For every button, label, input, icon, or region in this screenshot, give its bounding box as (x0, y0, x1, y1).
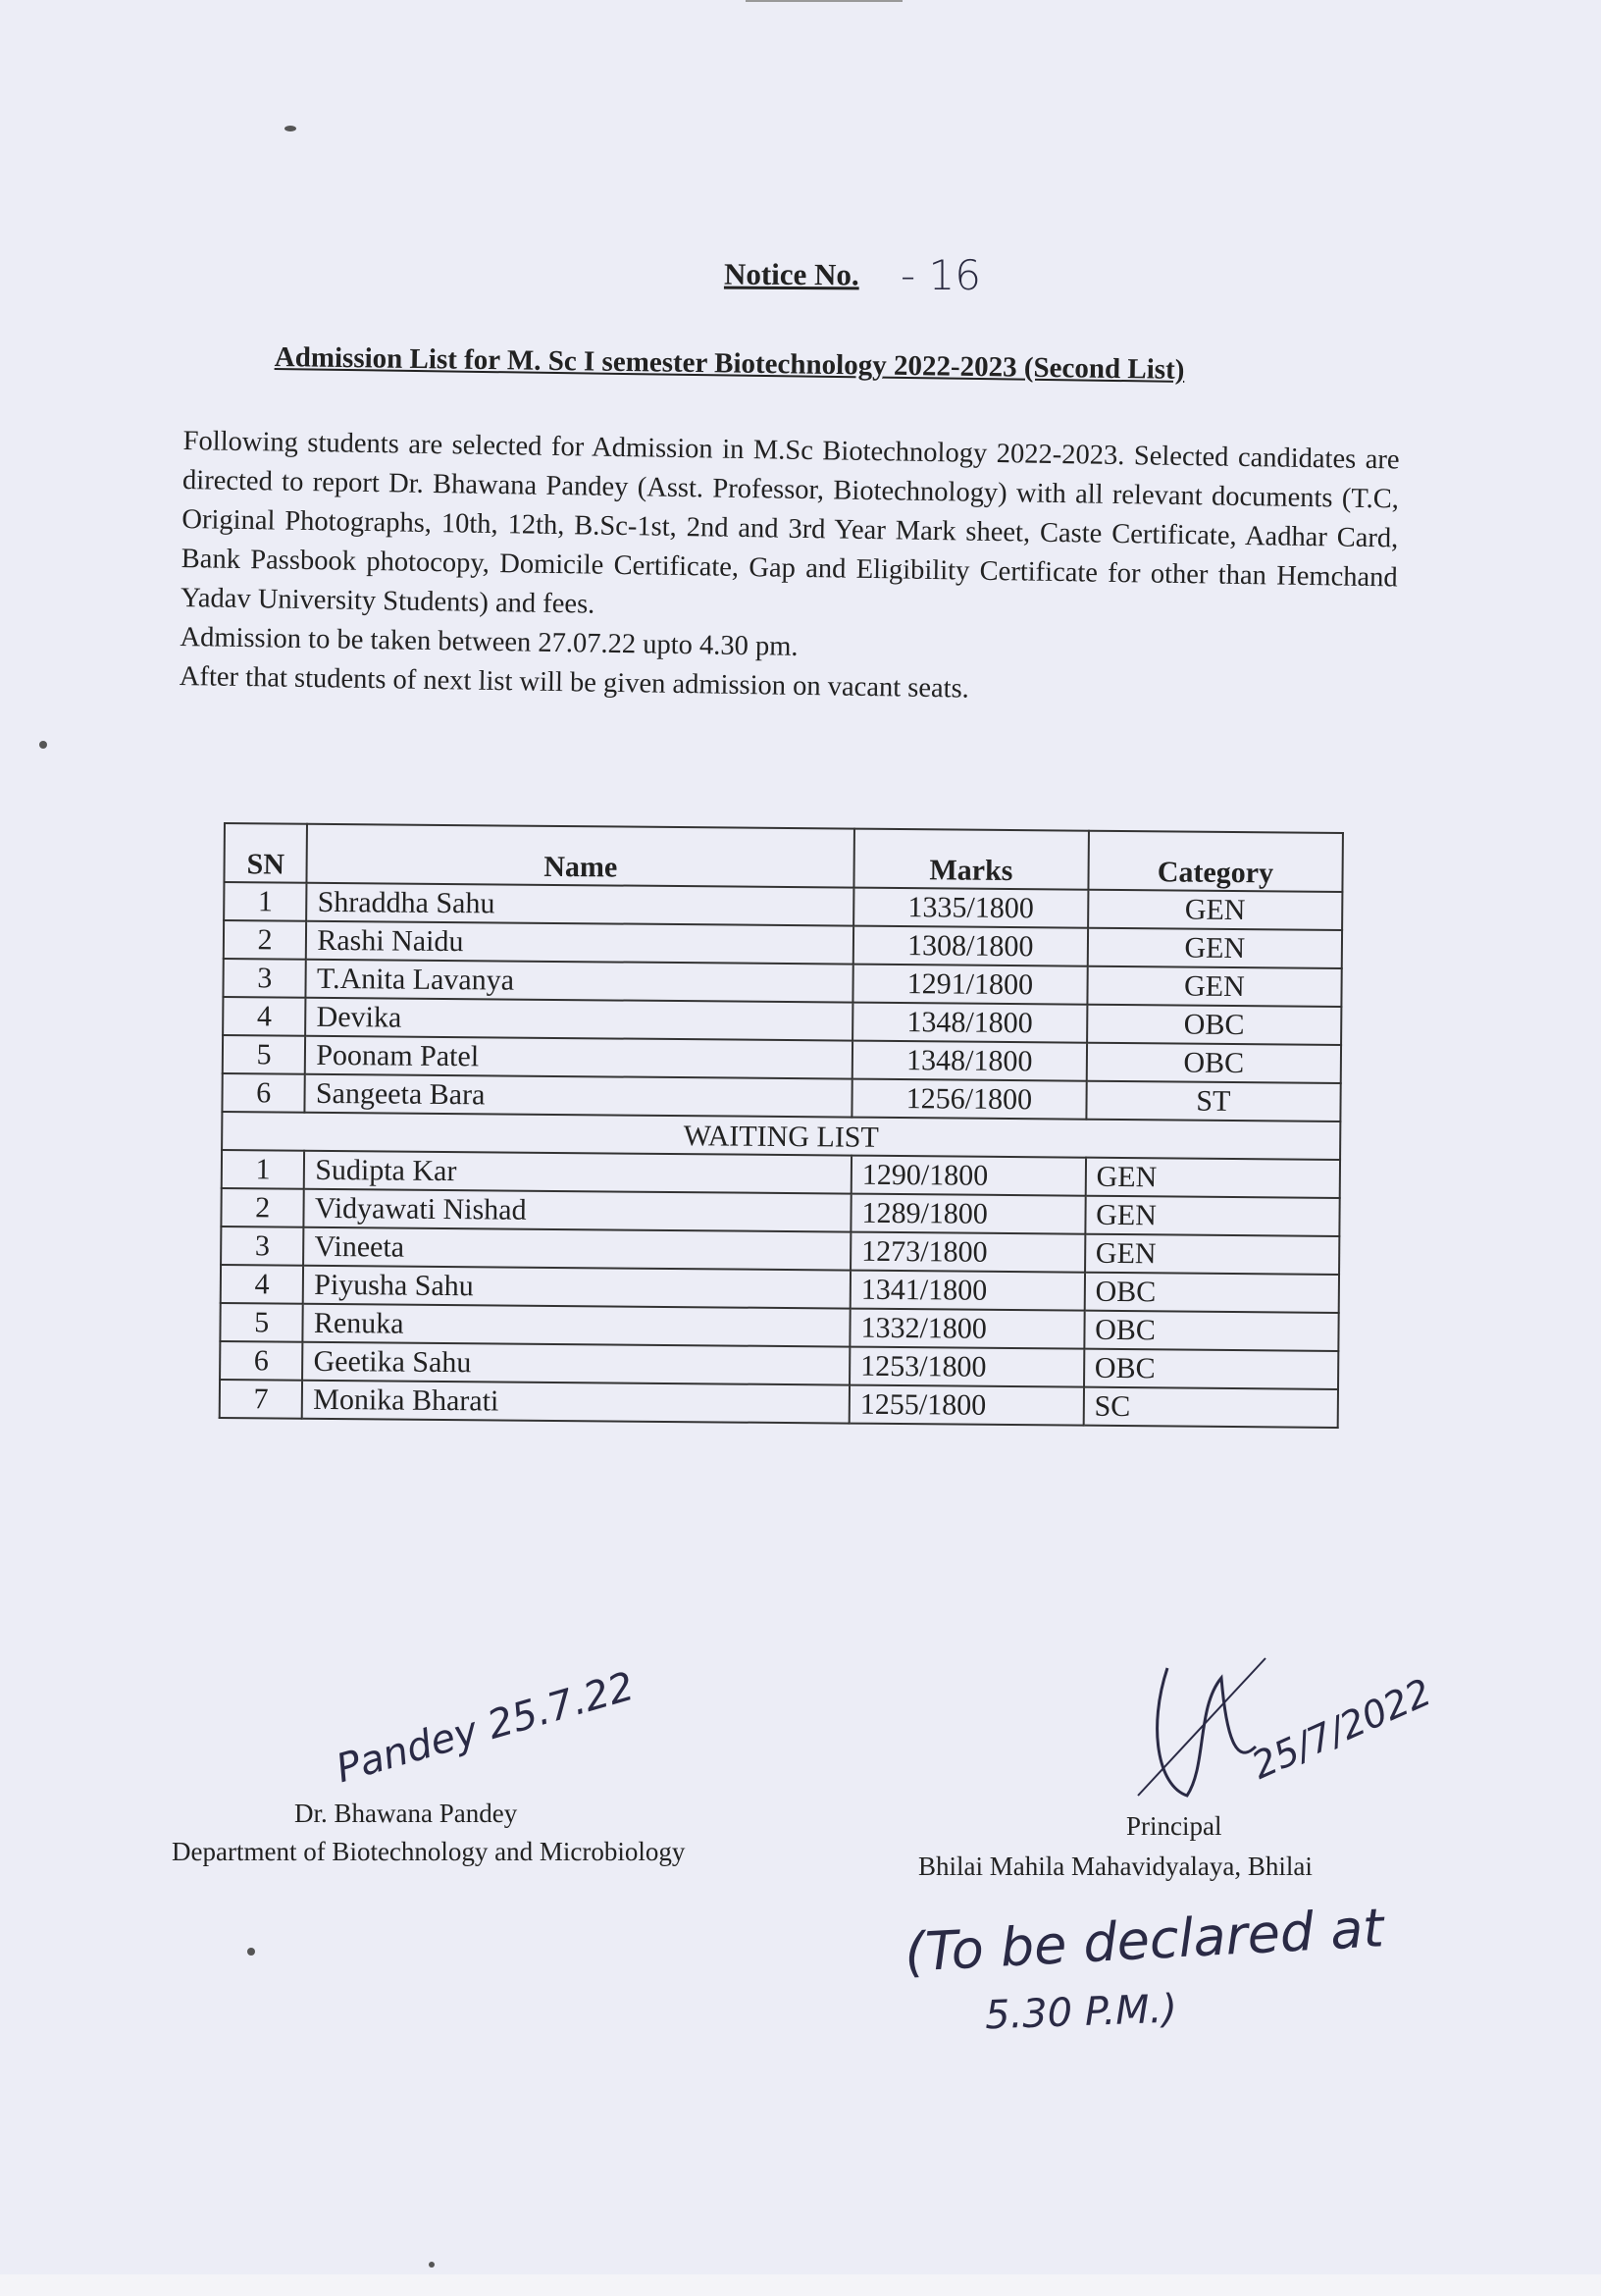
row-name: Poonam Patel (305, 1036, 852, 1079)
notice-number-handwritten: - 16 (901, 251, 981, 299)
row-sn: 6 (222, 1073, 305, 1113)
row-category: GEN (1087, 928, 1342, 968)
row-name: Devika (305, 998, 852, 1041)
scan-speck (39, 741, 47, 749)
row-sn: 3 (221, 1226, 304, 1266)
header-marks: Marks (853, 829, 1088, 890)
row-sn: 4 (223, 997, 306, 1036)
header-name: Name (307, 824, 854, 888)
row-sn: 1 (222, 1150, 305, 1189)
scan-speck (284, 126, 296, 131)
waiting-list-title: WAITING LIST (222, 1112, 1340, 1160)
row-marks: 1348/1800 (852, 1041, 1087, 1081)
row-name: Renuka (303, 1304, 851, 1347)
row-marks: 1335/1800 (853, 888, 1088, 928)
row-marks: 1273/1800 (851, 1232, 1085, 1273)
admission-deadline-text: Admission to be taken between 27.07.22 upto 4.30 pm. (180, 621, 799, 662)
row-sn: 2 (224, 920, 307, 960)
left-signatory-department: Department of Biotechnology and Microbiology (172, 1837, 686, 1866)
handwritten-note-line1: (To be declared at (903, 1897, 1385, 1984)
next-list-note: After that students of next list will be given admission on vacant seats. (179, 660, 970, 704)
row-marks: 1308/1800 (853, 926, 1088, 966)
row-category: GEN (1085, 1234, 1340, 1275)
row-marks: 1290/1800 (852, 1156, 1086, 1196)
row-marks: 1341/1800 (851, 1271, 1085, 1311)
notice-number-label: Notice No. (723, 256, 859, 292)
row-marks: 1291/1800 (852, 965, 1087, 1005)
row-category: OBC (1084, 1349, 1339, 1389)
row-name: T.Anita Lavanya (306, 960, 853, 1003)
row-sn: 3 (223, 959, 306, 998)
row-name: Shraddha Sahu (306, 883, 853, 926)
header-category: Category (1088, 831, 1343, 892)
row-sn: 5 (223, 1035, 306, 1074)
instructions-paragraph (180, 422, 1400, 715)
row-category: OBC (1087, 1005, 1342, 1045)
row-sn: 5 (220, 1303, 303, 1342)
row-category: GEN (1085, 1158, 1340, 1198)
row-sn: 2 (221, 1188, 304, 1227)
row-marks: 1348/1800 (852, 1003, 1087, 1043)
header-sn: SN (224, 823, 307, 883)
principal-institution: Bhilai Mahila Mahavidyalaya, Bhilai (918, 1852, 1313, 1881)
principal-title: Principal (1126, 1811, 1222, 1841)
row-category: SC (1083, 1387, 1338, 1428)
row-marks: 1255/1800 (850, 1385, 1084, 1426)
admission-table (219, 822, 1344, 1429)
scan-speck (247, 1948, 255, 1956)
left-signatory-name: Dr. Bhawana Pandey (294, 1799, 518, 1828)
row-marks: 1332/1800 (850, 1309, 1084, 1349)
row-name: Geetika Sahu (302, 1342, 850, 1385)
row-category: GEN (1088, 890, 1343, 930)
row-name: Sudipta Kar (304, 1151, 852, 1194)
row-sn: 1 (224, 882, 307, 921)
principal-signature-date: 25/7/2022 (1245, 1670, 1438, 1788)
scan-speck (429, 2262, 435, 2268)
row-name: Vidyawati Nishad (304, 1189, 852, 1232)
row-category: GEN (1087, 966, 1342, 1007)
row-name: Piyusha Sahu (303, 1266, 851, 1309)
row-sn: 7 (220, 1380, 303, 1419)
row-category: OBC (1086, 1043, 1341, 1083)
row-marks: 1289/1800 (851, 1194, 1085, 1234)
row-name: Sangeeta Bara (305, 1074, 852, 1118)
row-marks: 1253/1800 (850, 1347, 1084, 1387)
row-name: Vineeta (303, 1227, 851, 1271)
scan-bottom-edge (0, 2274, 1601, 2296)
table-header-row (224, 823, 1342, 892)
page-title: Admission List for M. Sc I semester Biotechnology 2022-2023 (Second List) (274, 341, 1185, 386)
instructions-text: Following students are selected for Admission in M.Sc Biotechnology 2022-2023. Selected candidates are directed to report Dr. Bhawana Pandey (Asst. Professor, Biotechnology) with all relevant documents (T.C, Original Photographs, 10th, 12th, B.Sc-1st, 2nd and 3rd Year Mark sheet, Caste Certificate, Aadhar Card, Bank Passbook photocopy, Domicile Certificate, Gap and Eligibility Certificate for other than Hemchand Yadav University Students) and fees. (180, 425, 1400, 620)
row-name: Monika Bharati (302, 1381, 850, 1424)
row-marks: 1256/1800 (852, 1079, 1086, 1120)
row-category: OBC (1084, 1273, 1339, 1313)
row-sn: 6 (220, 1341, 303, 1381)
row-category: OBC (1084, 1311, 1339, 1351)
handwritten-note-line2: 5.30 P.M.) (984, 1986, 1178, 2039)
row-name: Rashi Naidu (306, 921, 853, 965)
row-category: ST (1086, 1081, 1341, 1122)
row-category: GEN (1085, 1196, 1340, 1236)
row-sn: 4 (221, 1265, 304, 1304)
principal-signature-mark (1128, 1648, 1275, 1815)
scan-edge-line (746, 0, 903, 2)
left-signature-handwriting: Pandey 25.7.22 (331, 1663, 640, 1793)
